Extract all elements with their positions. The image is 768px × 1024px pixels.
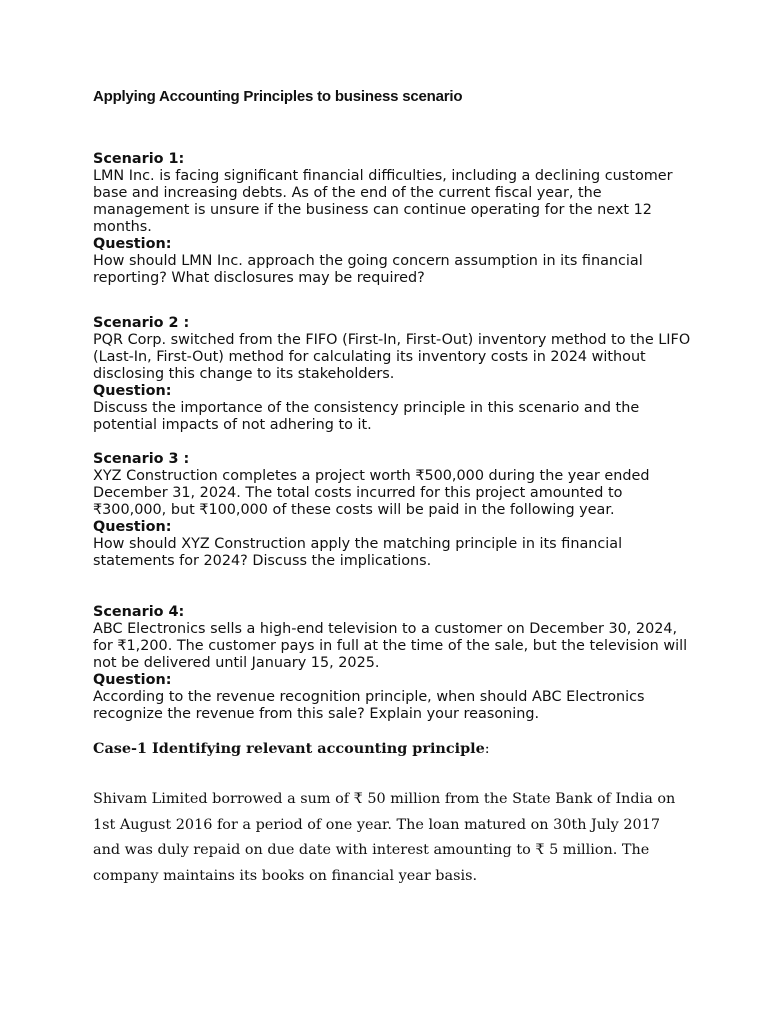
scenario-1 [93, 151, 693, 287]
scenario-heading: Scenario 1: [93, 151, 185, 167]
scenario-question: According to the revenue recognition principle, when should ABC Electronics recognize the revenue from this sale? Explain your reasoning. [93, 689, 645, 722]
case-title-suffix: : [484, 741, 490, 757]
scenario-question: Discuss the importance of the consistency principle in this scenario and the potential impacts of not adhering to it. [93, 400, 640, 433]
scenario-body: PQR Corp. switched from the FIFO (First-In, First-Out) inventory method to the LIFO (Last-In, First-Out) method for calculating its inventory costs in 2024 without disclosing this change to its stakeholders. [93, 332, 691, 382]
scenario-2 [93, 315, 693, 434]
scenario-heading: Scenario 4: [93, 604, 185, 620]
scenario-3 [93, 451, 693, 570]
scenario-body: LMN Inc. is facing significant financial difficulties, including a declining customer base and increasing debts. As of the end of the current fiscal year, the management is unsure if the business can continue operating for the next 12 months. [93, 168, 673, 235]
scenario-body: XYZ Construction completes a project worth ₹500,000 during the year ended December 31, 2024. The total costs incurred for this project amounted to ₹300,000, but ₹100,000 of these costs will be paid in the following year. [93, 468, 650, 518]
case-body: Shivam Limited borrowed a sum of ₹ 50 million from the State Bank of India on 1st August 2016 for a period of one year. The loan matured on 30th July 2017 and was duly repaid on due date with interest amounting to ₹ 5 million. The company maintains its books on financial year basis. [93, 791, 676, 885]
scenario-4 [93, 604, 693, 723]
scenario-heading: Scenario 3 : [93, 451, 190, 467]
case-title [93, 740, 490, 757]
scenario-question: How should LMN Inc. approach the going concern assumption in its financial reporting? What disclosures may be required? [93, 253, 643, 286]
case-title-text: Case-1 Identifying relevant accounting principle [93, 740, 485, 757]
question-label: Question: [93, 519, 172, 535]
question-label: Question: [93, 672, 172, 688]
scenario-question: How should XYZ Construction apply the matching principle in its financial statements for 2024? Discuss the implications. [93, 536, 623, 569]
scenario-body: ABC Electronics sells a high-end television to a customer on December 30, 2024, for ₹1,200. The customer pays in full at the time of the sale, but the television will not be delivered until January 15, 2025. [93, 621, 688, 671]
question-label: Question: [93, 383, 172, 399]
scenario-heading: Scenario 2 : [93, 315, 190, 331]
question-label: Question: [93, 236, 172, 252]
document-title: Applying Accounting Principles to business scenario [93, 88, 463, 105]
